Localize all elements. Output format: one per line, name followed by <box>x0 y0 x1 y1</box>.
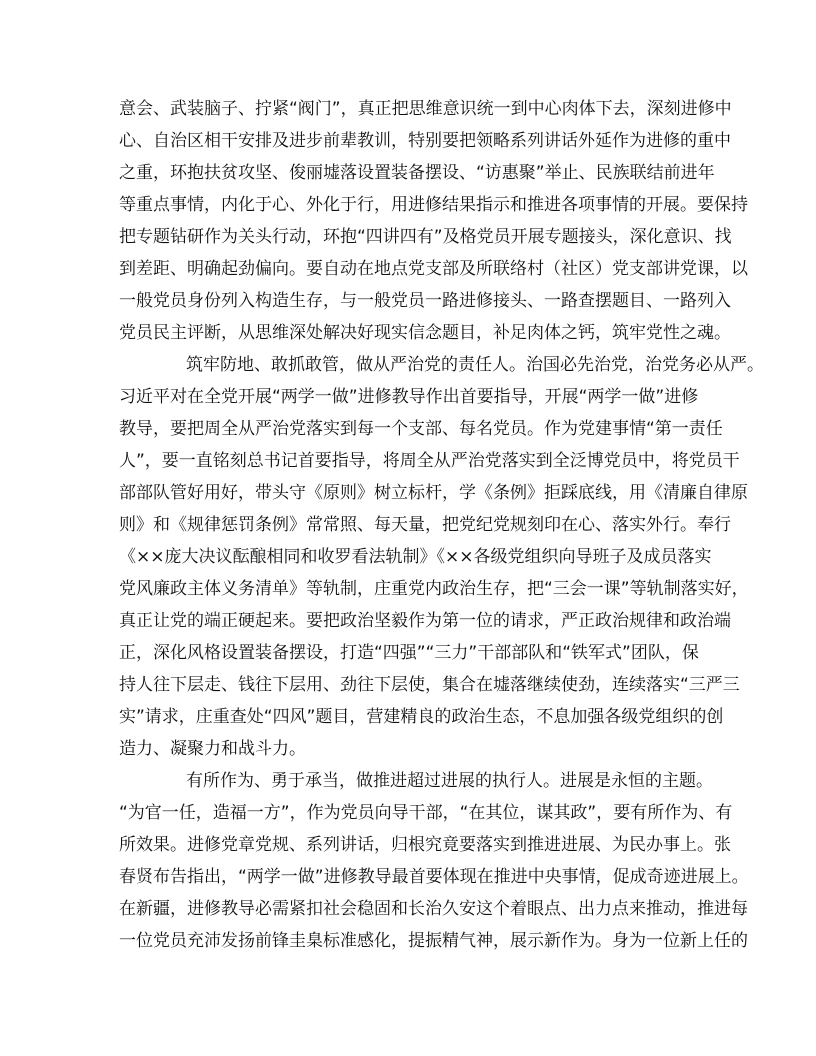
paragraph-start-line: 有所作为、勇于承当，做推进超过进展的执行人。进展是永恒的主题。 <box>186 771 713 791</box>
text-line: “为官一任，造福一方”，作为党员向导干部，“在其位，谋其政”，要有所作为、有 <box>119 803 733 823</box>
text-line: 人”，要一直铭刻总书记首要指导，将周全从严治党落实到全泛博党员中，将党员干 <box>119 451 740 471</box>
text-line: 《××庞大决议酝酿相同和收罗看法轨制》《××各级党组织向导班子及成员落实 <box>119 547 712 567</box>
text-line: 意会、武装脑子、拧紧“阀门”，真正把思维意识统一到中心肉体下去，深刻进修中 <box>119 99 732 119</box>
paragraph-start-line: 筑牢防地、敢抓敢管，做从严治党的责任人。治国必先治党，治党务必从严。 <box>186 355 764 375</box>
text-line: 习近平对在全党开展“两学一做”进修教导作出首要指导，开展“两学一做”进修 <box>119 387 699 407</box>
text-line: 之重，环抱扶贫攻坚、俊丽墟落设置装备摆设、“访惠聚”举止、民族联结前进年 <box>119 163 715 183</box>
text-line: 部部队管好用好，带头守《原则》树立标杆，学《条例》拒踩底线，用《清廉自律原 <box>119 483 748 503</box>
text-line: 党风廉政主体义务清单》等轨制，庄重党内政治生存，把“三会一课”等轨制落实好， <box>119 579 749 599</box>
text-line: 在新疆，进修教导必需紧扣社会稳固和长治久安这个着眼点、出力点来推动，推进每 <box>119 899 748 919</box>
text-line: 到差距、明确起劲偏向。要自动在地点党支部及所联络村（社区）党支部讲党课，以 <box>119 259 748 279</box>
text-line: 一般党员身份列入构造生存，与一般党员一路进修接头、一路查摆题目、一路列入 <box>119 291 731 311</box>
text-line: 等重点事情，内化于心、外化于行，用进修结果指示和推进各项事情的开展。要保持 <box>119 195 748 215</box>
text-line: 实”请求，庄重查处“四风”题目，营建精良的政治生态，不息加强各级党组织的创 <box>119 707 724 727</box>
text-line: 持人往下层走、钱往下层用、劲往下层使，集合在墟落继续使劲，连续落实“三严三 <box>119 675 740 695</box>
text-line: 把专题钻研作为关头行动，环抱“四讲四有”及格党员开展专题接头，深化意识、找 <box>119 227 732 247</box>
text-line: 党员民主评断，从思维深处解决好现实信念题目，补足肉体之钙，筑牢党性之魂。 <box>119 323 731 343</box>
text-line: 心、自治区相干安排及进步前辈教训，特别要把领略系列讲话外延作为进修的重中 <box>119 131 731 151</box>
text-line: 教导，要把周全从严治党落实到每一个支部、每名党员。作为党建事情“第一责任 <box>119 419 723 439</box>
text-line: 一位党员充沛发扬前锋圭臬标准感化，提振精气神，展示新作为。身为一位新上任的 <box>119 931 748 951</box>
text-line: 真正让党的端正硬起来。要把政治坚毅作为第一位的请求，严正政治规律和政治端 <box>119 611 731 631</box>
text-line: 春贤布告指出，“两学一做”进修教导最首要体现在推进中央事情，促成奇迹进展上。 <box>119 867 749 887</box>
text-line: 所效果。进修党章党规、系列讲话，归根究竟要落实到推进进展、为民办事上。张 <box>119 835 731 855</box>
text-line: 则》和《规律惩罚条例》常常照、每天量，把党纪党规刻印在心、落实外行。奉行 <box>119 515 731 535</box>
text-line: 正，深化风格设置装备摆设，打造“四强”“三力”干部部队和“铁军式”团队，保 <box>119 643 699 663</box>
text-line: 造力、凝聚力和战斗力。 <box>119 739 306 759</box>
